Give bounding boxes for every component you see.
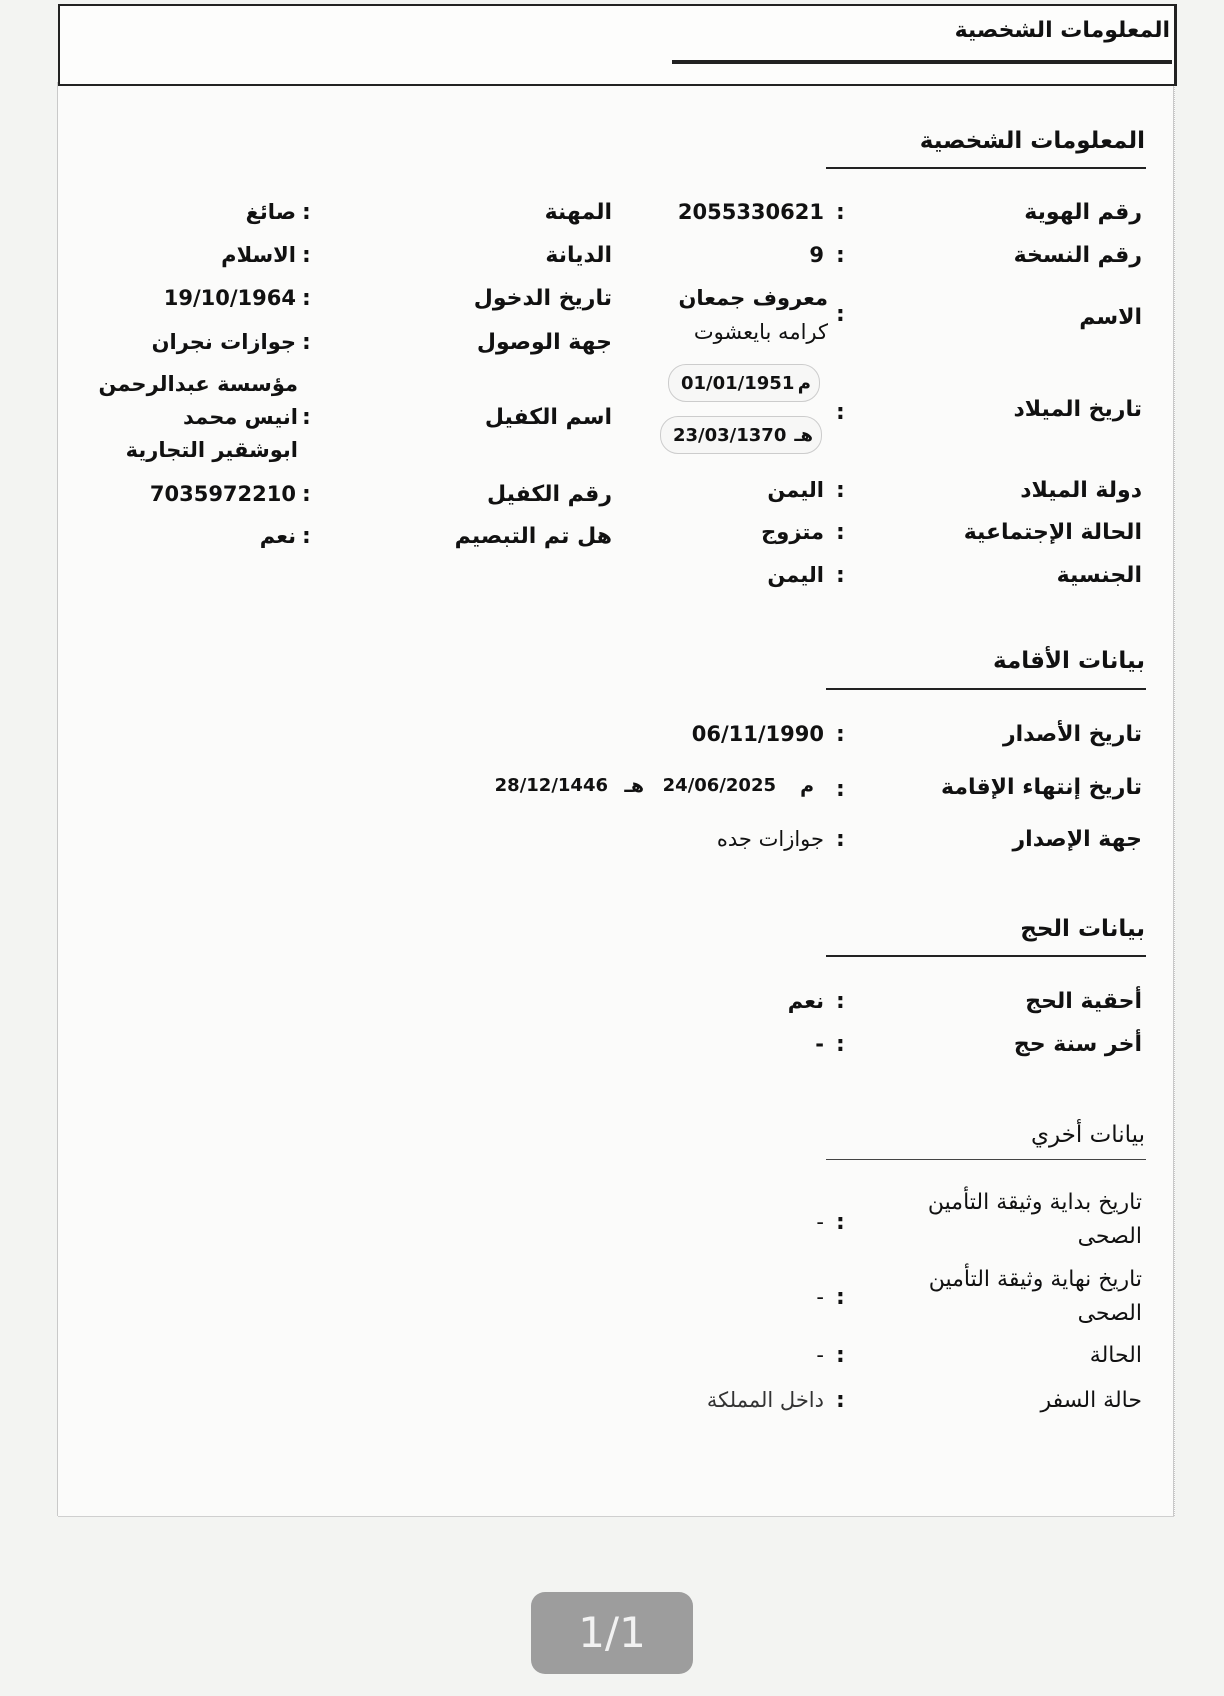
travel-status-value: داخل المملكة xyxy=(706,1388,824,1412)
hajj-eligibility-value: نعم xyxy=(787,989,824,1013)
sponsor-name-label: اسم الكفيل xyxy=(484,405,612,430)
issue-date-label: تاريخ الأصدار xyxy=(1002,722,1142,747)
section-divider xyxy=(826,688,1146,690)
marital-status-label: الحالة الإجتماعية xyxy=(963,520,1142,545)
section-title-personal: المعلومات الشخصية xyxy=(919,128,1145,154)
colon: : xyxy=(836,1343,845,1368)
sponsor-name-line-3: ابوشقير التجارية xyxy=(125,438,298,462)
insurance-end-label: تاريخ نهاية وثيقة التأمين الصحى xyxy=(928,1267,1142,1326)
page-indicator: 1/1 xyxy=(531,1592,693,1674)
insurance-start-value: - xyxy=(816,1210,824,1234)
status-label: الحالة xyxy=(1089,1343,1142,1368)
entry-date-label: تاريخ الدخول xyxy=(473,286,612,311)
insurance-start-label: تاريخ بداية وثيقة التأمين الصحى xyxy=(927,1190,1142,1249)
issue-date-value: 06/11/1990 xyxy=(691,722,824,746)
colon: : xyxy=(836,989,845,1014)
birth-date-hijri xyxy=(660,416,822,454)
colon: : xyxy=(302,524,311,549)
page-border-bottom xyxy=(58,1516,1174,1517)
page-border-right xyxy=(1173,82,1174,1516)
expiry-hijri-unit: هـ xyxy=(624,775,644,797)
residence-expiry-label: تاريخ إنتهاء الإقامة xyxy=(941,775,1142,800)
section-title-hajj: بيانات الحج xyxy=(1020,916,1145,942)
colon: : xyxy=(836,827,845,852)
gregorian-unit: م xyxy=(797,372,811,394)
header-title: المعلومات الشخصية xyxy=(954,18,1170,43)
fingerprint-value: نعم xyxy=(259,524,296,548)
colon: : xyxy=(836,1210,845,1235)
colon: : xyxy=(836,302,845,327)
section-title-residence: بيانات الأقامة xyxy=(993,648,1145,674)
section-divider xyxy=(826,167,1146,169)
occupation-label: المهنة xyxy=(544,200,612,225)
birth-date-label: تاريخ الميلاد xyxy=(1013,397,1142,422)
colon: : xyxy=(302,286,311,311)
insurance-end-value: - xyxy=(816,1285,824,1309)
page-border-left xyxy=(57,82,58,1516)
issuing-authority-value: جوازات جده xyxy=(716,827,824,851)
status-value: - xyxy=(816,1343,824,1367)
colon: : xyxy=(302,330,311,355)
header-underline xyxy=(672,60,1172,64)
name-label: الاسم xyxy=(1079,305,1142,330)
section-divider xyxy=(826,955,1146,957)
name-line-1: معروف جمعان xyxy=(678,286,828,310)
colon: : xyxy=(836,478,845,503)
issuing-authority-label: جهة الإصدار xyxy=(1012,827,1142,852)
birth-date-gregorian-value: 01/01/1951 xyxy=(681,372,795,394)
sponsor-number-label: رقم الكفيل xyxy=(486,482,612,507)
colon: : xyxy=(836,400,845,425)
birth-country-value: اليمن xyxy=(767,478,824,502)
name-line-2: كرامه بايعشوت xyxy=(693,320,828,344)
religion-value: الاسلام xyxy=(221,243,296,267)
colon: : xyxy=(836,1388,845,1413)
colon: : xyxy=(836,1032,845,1057)
nationality-label: الجنسية xyxy=(1056,563,1142,588)
id-value: 2055330621 xyxy=(677,200,824,224)
section-title-other: بيانات أخري xyxy=(1030,1122,1145,1148)
expiry-gregorian-value: 24/06/2025 xyxy=(662,775,776,796)
id-label: رقم الهوية xyxy=(1024,200,1142,225)
colon: : xyxy=(836,200,845,225)
sponsor-name-line-2: انيس محمد xyxy=(183,405,298,429)
birth-date-gregorian xyxy=(668,364,820,402)
section-divider xyxy=(826,1159,1146,1160)
colon: : xyxy=(836,243,845,268)
birth-country-label: دولة الميلاد xyxy=(1020,478,1142,503)
colon: : xyxy=(302,482,311,507)
header-box xyxy=(58,4,1177,86)
marital-status-value: متزوج xyxy=(761,520,824,544)
colon: : xyxy=(836,520,845,545)
travel-status-label: حالة السفر xyxy=(1040,1388,1142,1413)
arrival-point-label: جهة الوصول xyxy=(476,330,612,355)
colon: : xyxy=(302,200,311,225)
nationality-value: اليمن xyxy=(767,563,824,587)
arrival-point-value: جوازات نجران xyxy=(151,330,296,354)
last-hajj-year-label: أخر سنة حج xyxy=(1013,1032,1142,1057)
religion-label: الديانة xyxy=(545,243,612,268)
colon: : xyxy=(836,722,845,747)
colon: : xyxy=(836,563,845,588)
colon: : xyxy=(302,405,311,430)
expiry-hijri-value: 28/12/1446 xyxy=(494,775,608,796)
colon: : xyxy=(836,1285,845,1310)
occupation-value: صائغ xyxy=(245,200,296,224)
hijri-unit: هـ xyxy=(794,424,813,446)
last-hajj-year-value: - xyxy=(815,1032,824,1056)
expiry-gregorian-unit: م xyxy=(800,775,814,797)
copy-value: 9 xyxy=(809,243,824,267)
fingerprint-label: هل تم التبصيم xyxy=(454,524,612,549)
colon: : xyxy=(302,243,311,268)
birth-date-hijri-value: 23/03/1370 xyxy=(673,424,787,446)
copy-label: رقم النسخة xyxy=(1013,243,1142,268)
sponsor-name-line-1: مؤسسة عبدالرحمن xyxy=(98,372,298,396)
sponsor-number-value: 7035972210 xyxy=(149,482,296,506)
hajj-eligibility-label: أحقية الحج xyxy=(1025,989,1142,1014)
colon: : xyxy=(836,777,845,802)
entry-date-value: 19/10/1964 xyxy=(163,286,296,310)
